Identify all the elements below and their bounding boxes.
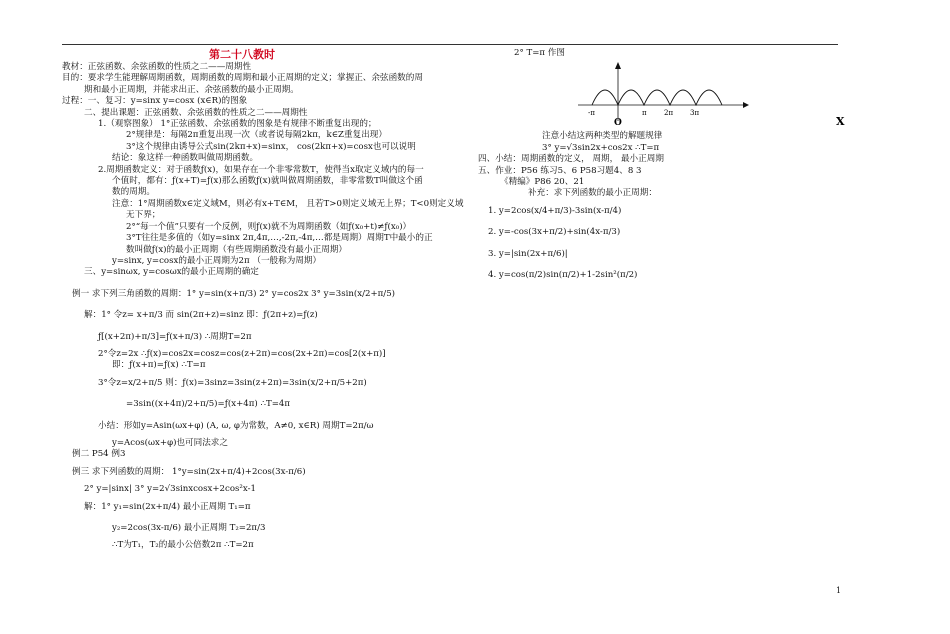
left-line: 个值时，都有：ƒ(x+T)=ƒ(x)那么函数ƒ(x)就叫做周期函数，非零常数T叫做这个函 <box>112 176 423 187</box>
left-line: 小结：形如y=Asin(ωx+φ) (A, ω, φ为常数，A≠0, x∈R) 周期T=2π/ω <box>98 420 374 431</box>
right-line: 3. y=|sin(2x+π/6)| <box>488 248 568 259</box>
left-line: 2°令z=2x ∴ƒ(x)=cos2x=cosz=cos(z+2π)=cos(2x+2π)=cos[2(x+π)] <box>98 348 386 359</box>
right-line: 四、小结：周期函数的定义， 周期， 最小正周期 <box>478 154 664 165</box>
page-number: 1 <box>836 586 842 595</box>
right-line <box>478 217 838 227</box>
tick-2pi: 2π <box>664 109 674 118</box>
left-line <box>62 389 462 399</box>
left-line: 3°T往往是多值的（如y=sinx 2π,4π,…,-2π,-4π,…都是周期）周期T中最小的正 <box>126 233 433 244</box>
left-line <box>62 411 462 421</box>
right-line: 2. y=-cos(3x+π/2)+sin(4x-π/3) <box>488 227 621 238</box>
right-line: 2° T=π 作图 <box>514 48 565 58</box>
left-line: y₂=2cos(3x-π/6) 最小正周期 T₂=2π/3 <box>112 523 266 533</box>
left-line: 2.周期函数定义：对于函数ƒ(x)，如果存在一个非零常数T，使得当x取定义域内的每一 <box>98 164 424 175</box>
left-line: 3°令z=x/2+π/5 则：ƒ(x)=3sinz=3sin(z+2π)=3sin(x/2+π/5+2π) <box>98 377 367 388</box>
left-line: 例三 求下列函数的周期： 1°y=sin(2x+π/4)+2cos(3x-π/6) <box>72 466 306 477</box>
right-line: 《精编》P86 20、21 <box>500 177 585 188</box>
tick-pi: π <box>642 109 647 118</box>
left-line: 3°这个规律由诱导公式sin(2kπ+x)=sinx， cos(2kπ+x)=cosx也可以说明 <box>126 141 416 152</box>
graph-svg <box>578 59 858 131</box>
left-line: 2°规律是：每隔2π重复出现一次（或者说每隔2kπ，k∈Z重复出现） <box>126 130 387 141</box>
tick-3pi: 3π <box>690 109 700 118</box>
left-line: 1.（观察图象） 1°正弦函数、余弦函数的图象是有规律不断重复出现的； <box>98 119 377 130</box>
page-title: 第二十八教时 <box>209 48 275 61</box>
right-line <box>478 239 838 249</box>
left-line: 2°“每一个值”只要有一个反例，则ƒ(x)就不为周期函数（如ƒ(x₀+t)≠ƒ(x₀)） <box>126 221 412 232</box>
left-line: 数叫做ƒ(x)的最小正周期（有些周期函数没有最小正周期） <box>126 244 347 255</box>
left-line: 例一 求下列三角函数的周期：1° y=sin(x+π/3) 2° y=cos2x 3° y=3sin(x/2+π/5) <box>72 288 396 299</box>
left-line: 期和最小正周期，并能求出正、余弦函数的最小正周期。 <box>84 84 299 95</box>
left-lines <box>62 62 462 552</box>
right-line: 五、作业：P56 练习5、6 P58习题4、8 3 <box>478 165 642 176</box>
left-line <box>62 322 462 332</box>
left-line: 注意：1°周期函数x∈定义域M，则必有x+T∈M， 且若T>0则定义域无上界；T<0则定义域 <box>112 198 464 209</box>
right-line: 4. y=cos(π/2)sin(π/2)+1-2sin²(π/2) <box>488 270 638 281</box>
right-column <box>478 48 845 281</box>
left-line: 目的：要求学生能理解周期函数，周期函数的周期和最小正周期的定义；掌握正、余弦函数的周 <box>62 73 423 84</box>
left-line: 即：ƒ(x+π)=ƒ(x) ∴T=π <box>112 360 206 371</box>
header-rule <box>62 44 838 45</box>
y-axis-arrow <box>615 62 621 69</box>
left-line: 数的周期。 <box>112 187 155 198</box>
abs-sin-curve <box>592 90 722 105</box>
right-line: 注意小结这两种类型的解题规律 <box>542 131 663 142</box>
left-line: 无下界； <box>126 210 161 221</box>
left-line: ∴T为T₁，T₂的最小公倍数2π ∴T=2π <box>112 540 254 551</box>
abs-sin-graph <box>578 59 845 131</box>
left-line: 二、提出课题：正弦函数、余弦函数的性质之二——周期性 <box>84 107 308 118</box>
left-line: 例二 P54 例3 <box>72 449 126 460</box>
left-line: 三、y=sinωx, y=cosωx的最小正周期的确定 <box>84 267 259 278</box>
left-line: ƒ[(x+2π)+π/3]=ƒ(x+π/3) ∴周期T=2π <box>98 331 252 342</box>
right-line: 1. y=2cos(x/4+π/3)-3sin(x-π/4) <box>488 205 622 216</box>
x-axis-label: X <box>836 115 845 129</box>
left-line: =3sin((x+4π)/2+π/5)=ƒ(x+4π) ∴T=4π <box>126 399 291 410</box>
right-line: 3° y=√3sin2x+cos2x ∴T=π <box>542 142 660 153</box>
left-line: 解：1° 令z= x+π/3 而 sin(2π+z)=sinz 即：ƒ(2π+z)=ƒ(z) <box>84 310 318 321</box>
left-line: y=sinx, y=cosx的最小正周期为2π （一般称为周期） <box>112 255 322 266</box>
tick-neg-pi: -π <box>588 109 595 118</box>
x-axis-arrow <box>743 102 749 108</box>
left-line <box>62 300 462 310</box>
left-column <box>62 48 462 552</box>
left-line <box>62 513 462 523</box>
left-line: y=Acos(ωx+φ)也可同法求之 <box>112 437 228 448</box>
left-line: 2° y=|sinx| 3° y=2√3sinxcosx+2cos²x-1 <box>84 484 256 495</box>
left-line: 教材：正弦函数、余弦函数的性质之二——周期性 <box>62 62 252 72</box>
right-line: 补充：求下列函数的最小正周期： <box>528 188 657 199</box>
right-line <box>478 260 838 270</box>
origin-label: O <box>614 118 622 129</box>
left-line: 过程：一、复习：y=sinx y=cosx (x∈R)的图象 <box>62 96 248 107</box>
left-line: 结论：象这样一种函数叫做周期函数。 <box>112 153 259 164</box>
left-line <box>62 279 462 289</box>
left-line: 解：1° y₁=sin(2x+π/4) 最小正周期 T₁=π <box>84 501 251 512</box>
right-lines <box>478 48 845 281</box>
